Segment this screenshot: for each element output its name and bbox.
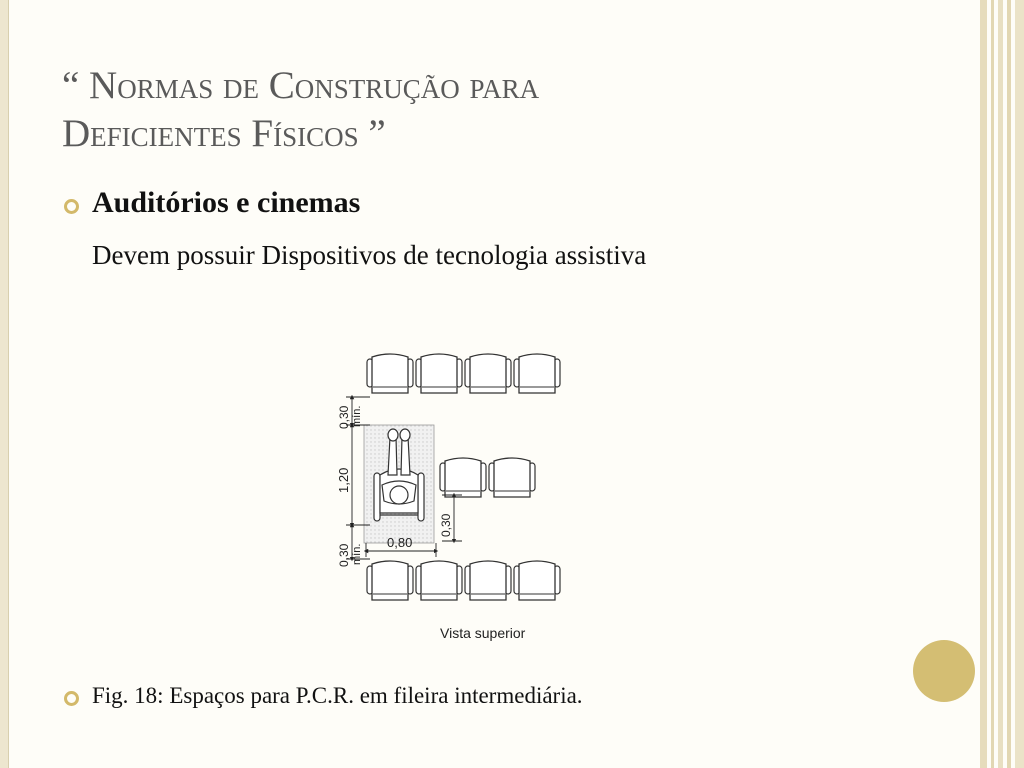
figure-view-label: Vista superior [440, 625, 526, 641]
figure-caption: Fig. 18: Espaços para P.C.R. em fileira intermediária. [92, 683, 583, 708]
bullet-icon [64, 199, 79, 214]
section-heading: Auditórios e cinemas [92, 186, 361, 219]
title-line-1: “ Normas de Construção para [62, 64, 540, 107]
title-line-2: Deficientes Físicos ” [62, 112, 386, 155]
left-frame-border [0, 0, 9, 768]
dim-label-top: 0,30 [337, 405, 351, 429]
slide-title [62, 62, 962, 158]
dim-label-bottom-sub: mín. [351, 543, 363, 565]
decorative-circle [913, 640, 975, 702]
dim-label-gap: 0,30 [439, 513, 453, 537]
dim-label-top-sub: mín. [351, 405, 363, 427]
seating-diagram [330, 345, 570, 645]
middle-seat-row [440, 458, 535, 497]
body-text: Devem possuir Dispositivos de tecnologia assistiva [92, 240, 647, 270]
top-seat-row [367, 354, 560, 393]
dim-label-bottom: 0,30 [337, 543, 351, 567]
bullet-icon [64, 691, 79, 706]
bottom-seat-row [367, 561, 560, 600]
right-decorative-stripes [980, 0, 1024, 768]
dim-label-width: 0,80 [387, 535, 413, 550]
dim-label-height: 1,20 [336, 467, 351, 493]
